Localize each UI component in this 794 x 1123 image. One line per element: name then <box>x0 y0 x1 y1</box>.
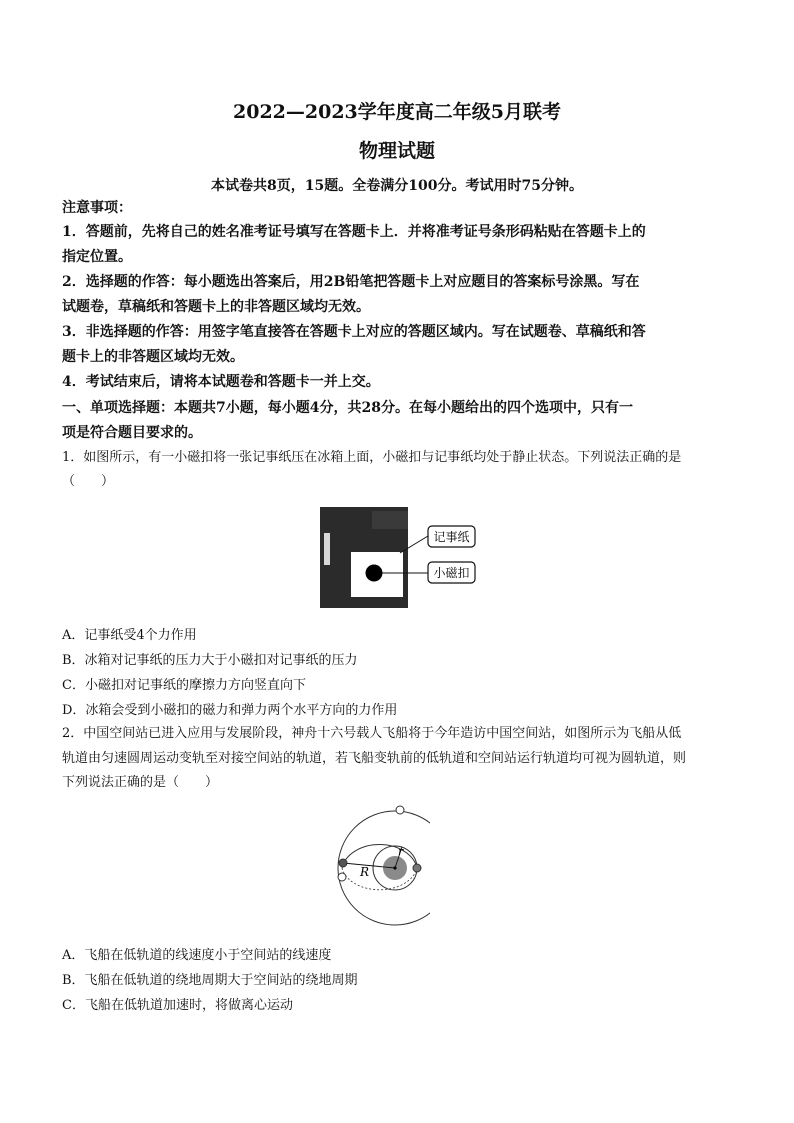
spacecraft-right <box>413 864 421 872</box>
note-line: 指定位置。 <box>62 249 132 265</box>
section-heading: 一、单项选择题：本题共7小题，每小题4分，共28分。在每小题给出的四个选项中，只有一 <box>62 400 633 416</box>
q1-option-a: A．记事纸受4个力作用 <box>62 628 197 643</box>
note-line: 题卡上的非答题区域均无效。 <box>62 349 244 365</box>
space-station-left <box>338 873 346 881</box>
q2-option-b: B．飞船在低轨道的绕地周期大于空间站的绕地周期 <box>62 973 358 988</box>
q1-option-b: B．冰箱对记事纸的压力大于小磁扣对记事纸的压力 <box>62 653 358 668</box>
q2-stem: 2．中国空间站已进入应用与发展阶段，神舟十六号载人飞船将于今年造访中国空间站，如图所示为飞船从低 <box>62 726 682 741</box>
label-r: r <box>398 845 404 858</box>
space-station-top <box>396 806 404 814</box>
note-line: 4．考试结束后，请将本试题卷和答题卡一并上交。 <box>62 374 380 390</box>
exam-subtitle: 物理试题 <box>358 140 435 162</box>
note-line: 2．选择题的作答：每小题选出答案后，用2B铅笔把答题卡上对应题目的答案标号涂黑。写在 <box>62 274 640 290</box>
q1-option-c: C．小磁扣对记事纸的摩擦力方向竖直向下 <box>62 678 306 693</box>
q2-stem-cont: 轨道由匀速圆周运动变轨至对接空间站的轨道，若飞船变轨前的低轨道和空间站运行轨道均可视为圆轨道，则 <box>62 751 687 766</box>
fridge-sticker <box>324 533 330 565</box>
magnet-button <box>366 565 383 582</box>
fridge-handle <box>372 511 408 529</box>
q1-option-d: D．冰箱会受到小磁扣的磁力和弹力两个水平方向的力作用 <box>62 703 398 718</box>
q2-option-c: C．飞船在低轨道加速时，将做离心运动 <box>62 998 293 1013</box>
notes-heading: 注意事项： <box>62 200 132 216</box>
paper-label: 记事纸 <box>433 530 470 544</box>
q2-stem-cont: 下列说法正确的是（ ） <box>62 775 219 790</box>
note-line: 3．非选择题的作答：用签字笔直接答在答题卡上对应的答题区域内。写在试题卷、草稿纸和答 <box>62 324 646 340</box>
spacecraft-left <box>339 859 347 867</box>
fridge-magnet-figure <box>320 507 480 608</box>
note-line: 1．答题前，先将自己的姓名准考证号填写在答题卡上．并将准考证号条形码粘贴在答题卡上的 <box>62 224 646 240</box>
section-heading-cont: 项是符合题目要求的。 <box>62 425 202 441</box>
label-R: R <box>360 865 370 879</box>
exam-info: 本试卷共8页，15题。全卷满分100分。考试用时75分钟。 <box>211 178 583 194</box>
q1-stem-cont: （ ） <box>62 474 115 489</box>
q2-option-a: A．飞船在低轨道的线速度小于空间站的线速度 <box>62 948 332 963</box>
magnet-label: 小磁扣 <box>433 566 470 580</box>
exam-title: 2022—2023学年度高二年级5月联考 <box>233 101 561 123</box>
orbit-figure <box>330 803 430 945</box>
note-line: 试题卷，草稿纸和答题卡上的非答题区域均无效。 <box>62 299 370 315</box>
q1-stem: 1．如图所示，有一小磁扣将一张记事纸压在冰箱上面，小磁扣与记事纸均处于静止状态。下列说法正确的是 <box>62 450 682 465</box>
